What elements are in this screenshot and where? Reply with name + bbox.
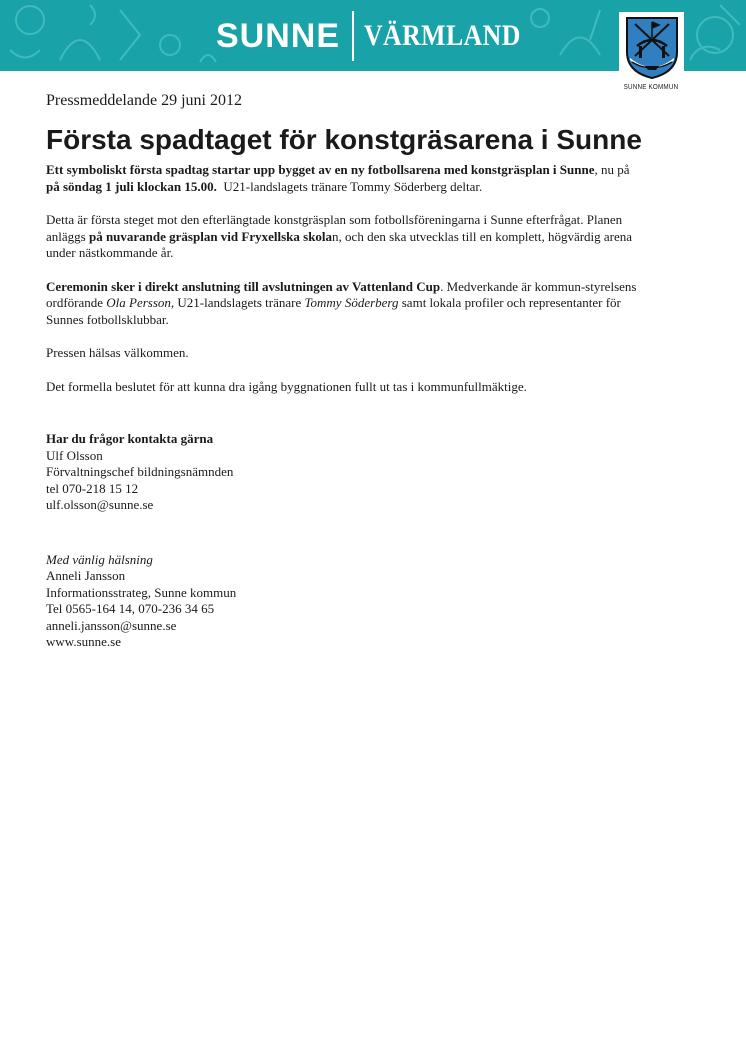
paragraph-2 [46,212,646,262]
brand-wordmark [216,12,546,60]
signature-greeting [46,552,646,569]
paragraph-3 [46,279,646,329]
p3-text-2: U21-landslagets tränare [174,295,305,310]
p3-bold-1: Ceremonin sker i direkt anslutning till avslutningen av Vattenland Cup [46,278,441,294]
contact-email: ulf.olsson@sunne.se [46,497,154,512]
signature-greeting-text: Med vänlig hälsning [46,551,153,567]
signature-title: Informationsstrateg, Sunne kommun [46,584,237,600]
crest-container [619,12,684,83]
lead-text-1: , nu på [594,162,630,177]
p3-text-1: . Medverkande är kommun-styrelsens ordförande [46,278,637,310]
dateline: Pressmeddelande 29 juni 2012 [46,92,242,109]
p3-italic-2: Tommy Söderberg [304,295,399,310]
lead-paragraph [46,162,646,195]
brand-varmland: VÄRMLAND [364,19,521,52]
signature-website: www.sunne.se [46,634,121,649]
signature-phone: Tel 0565-164 14, 070-236 34 65 [46,601,215,616]
contact-name: Ulf Olsson [46,447,103,463]
contact-block [46,431,646,514]
signature-name: Anneli Jansson [46,568,126,583]
press-release [46,91,646,651]
contact-title: Förvaltningschef bildningsnämnden [46,464,234,479]
brand-divider [352,11,354,61]
contact-phone: tel 070-218 15 12 [46,480,139,496]
p2-bold-1: på nuvarande gräsplan vid Fryxellska skola [88,228,333,244]
lead-bold-2: på söndag 1 juli klockan 15.00. [46,178,217,194]
p3-text-3: samt lokala profiler och representanter för Sunnes fotbollsklubbar. [46,295,621,327]
contact-heading-text: Har du frågor kontakta gärna [46,431,214,446]
brand-sunne: SUNNE [216,17,341,55]
signature-block [46,552,646,651]
contact-heading [46,431,646,448]
lead-bold-1: Ett symboliskt första spadtag startar upp bygget av en ny fotbollsarena med konstgräsplan i Sunne [46,162,595,177]
p3-italic-1: Ola Persson, [106,295,175,310]
lead-text-2: U21-landslagets tränare Tommy Söderberg deltar. [216,178,483,194]
paragraph-5: Det formella beslutet för att kunna dra igång byggnationen fullt ut tas i kommunfullmäktige. [46,378,527,394]
headline: Första spadtaget för konstgräsarena i Sunne [46,124,642,155]
p2-text-1: Detta är första steget mot den efterlängtade konstgräsplan som fotbollsföreningarna i Sunne efterfrågat. Planen anläggs [46,212,623,244]
paragraph-4: Pressen hälsas välkommen. [46,345,189,360]
signature-email: anneli.jansson@sunne.se [46,617,177,633]
crest-label: SUNNE KOMMUN [623,84,679,91]
p2-text-2: n, och den ska utvecklas till en komplett, högvärdig arena under nästkommande år. [46,228,633,260]
municipality-coat-of-arms-icon [625,16,679,80]
